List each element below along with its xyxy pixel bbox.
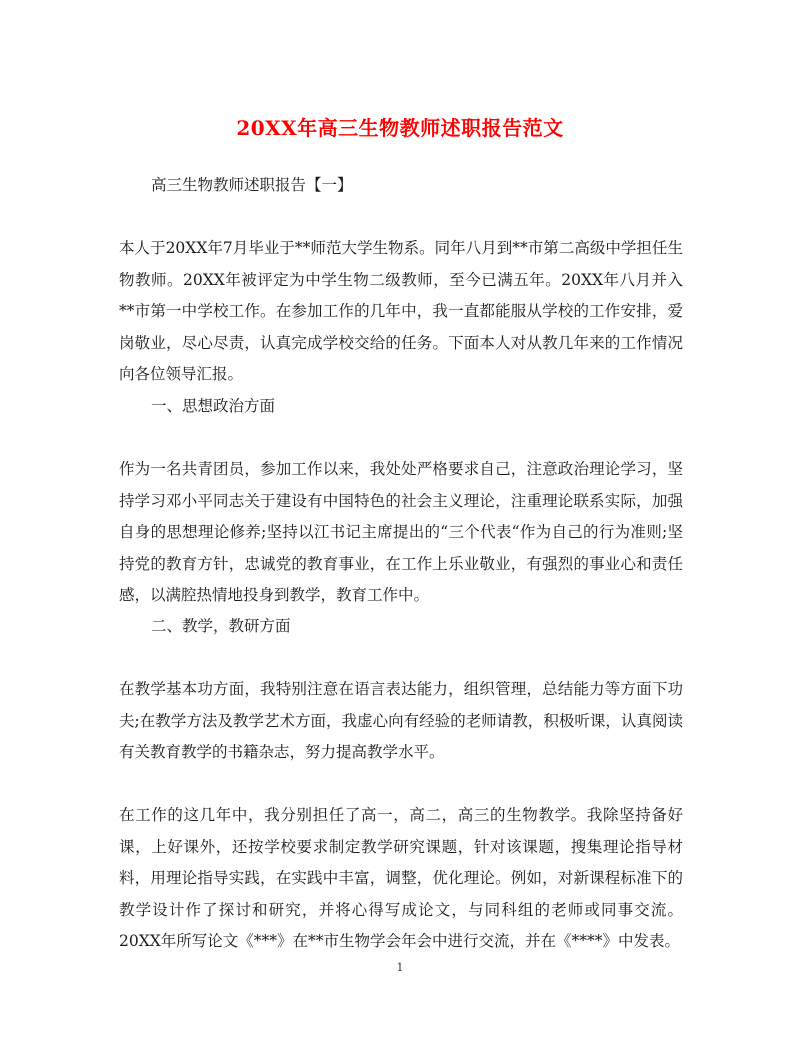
- paragraph-teaching-skills: 在教学基本功方面，我特别注意在语言表达能力，组织管理，总结能力等方面下功夫;在教学方法及教学艺术方面，我虚心向有经验的老师请教，积极听课，认真阅读有关教育教学的书籍杂志，努力提高教学水平。: [119, 680, 683, 761]
- report-subtitle: 高三生物教师述职报告【一】: [151, 176, 353, 194]
- document-title: 20XX年高三生物教师述职报告范文: [236, 116, 564, 140]
- section-heading-political: 一、思想政治方面: [151, 397, 276, 415]
- paragraph-teaching-research: 在工作的这几年中，我分别担任了高一，高二，高三的生物教学。我除坚持备好课，上好课外，还按学校要求制定教学研究课题，针对该课题，搜集理论指导材料，用理论指导实践，在实践中丰富，调整，优化理论。例如，对新课程标准下的教学设计作了探讨和研究，并将心得写成论文，与同科组的老师或同事交流。20XX年所写论文《***》在**市生物学会年会中进行交流，并在《****》中发表。: [119, 806, 683, 950]
- paragraph-intro: 本人于20XX年7月毕业于**师范大学生物系。同年八月到**市第二高级中学担任生物教师。20XX年被评定为中学生物二级教师，至今已满五年。20XX年八月并入**市第一中学校工作。在参加工作的几年中，我一直都能服从学校的工作安排，爱岗敬业，尽心尽责，认真完成学校交给的任务。下面本人对从教几年来的工作情况向各位领导汇报。: [119, 239, 683, 383]
- page-number: 1: [396, 961, 404, 974]
- paragraph-political: 作为一名共青团员，参加工作以来，我处处严格要求自己，注意政治理论学习，坚持学习邓小平同志关于建设有中国特色的社会主义理论，注重理论联系实际，加强自身的思想理论修养;坚持以江书记主席提出的“三个代表“作为自己的行为准则;坚持党的教育方针，忠诚党的教育事业，在工作上乐业敬业，有强烈的事业心和责任感，以满腔热情地投身到教学，教育工作中。: [119, 460, 683, 604]
- section-heading-teaching: 二、教学，教研方面: [151, 617, 291, 635]
